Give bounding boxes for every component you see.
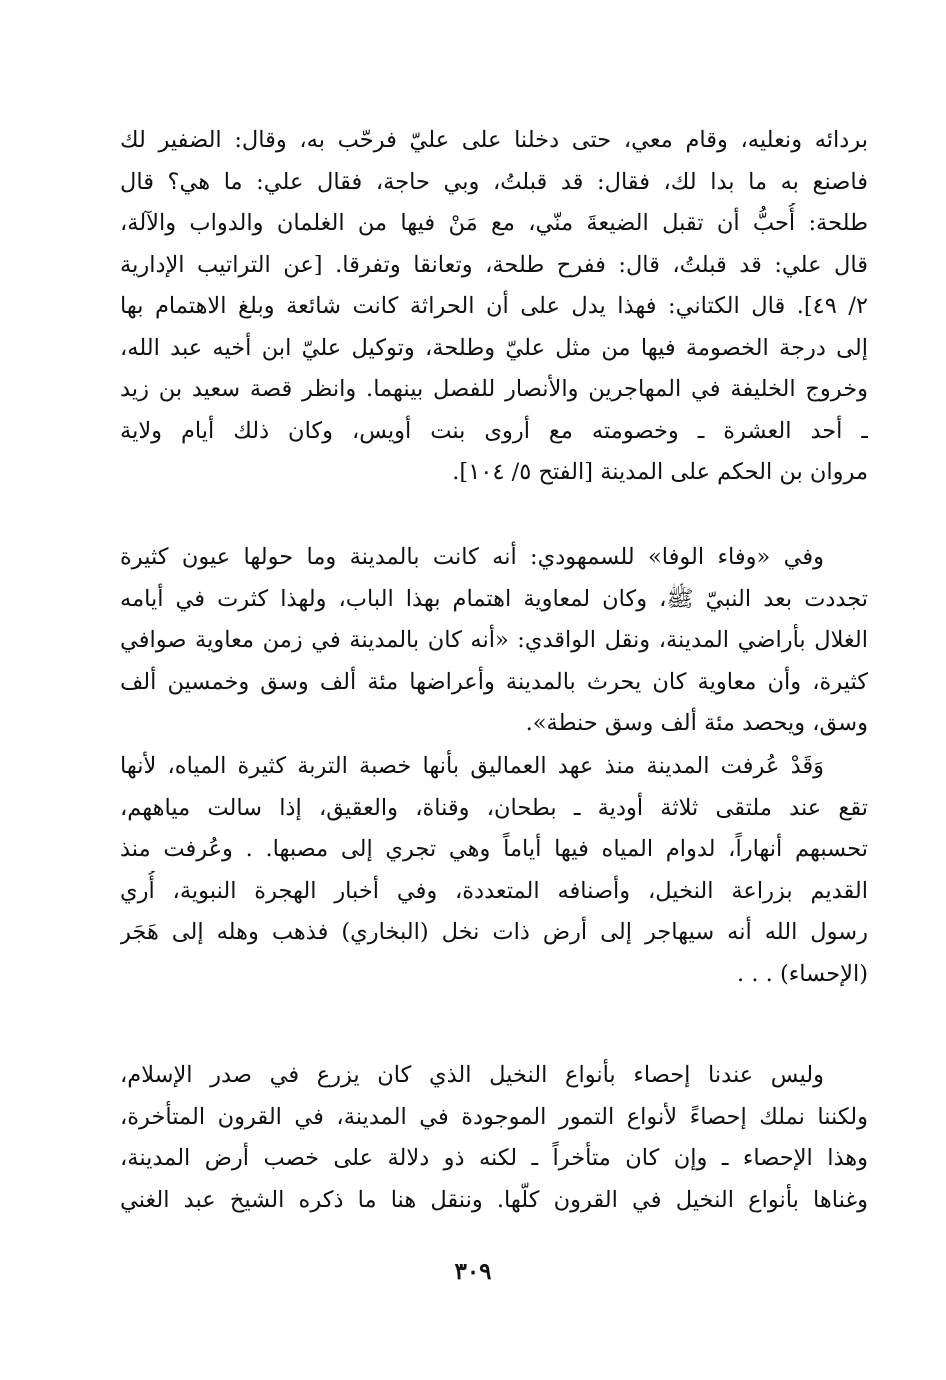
page-number: ٣٠٩	[454, 1258, 492, 1285]
text-line: وهذا الإحصاء ـ وإن كان متأخراً ـ لكنه ذو دلالة على خصب أرض المدينة،	[120, 1145, 868, 1171]
text-line: قال علي: قد قبلتُ، قال: ففرح طلحة، وتعانقا وتفرقا. [عن التراتيب الإدارية	[120, 251, 868, 278]
text-line: تحسبهم أنهاراً، لدوام المياه فيها أياماً وهي تجري إلى مصبها. . وعُرفت منذ	[120, 836, 868, 862]
paragraph-2	[120, 537, 868, 745]
paragraph-4	[120, 1055, 868, 1221]
text-line: وغناها بأنواع النخيل في القرون كلّها. وننقل هنا ما ذكره الشيخ عبد الغني	[120, 1186, 868, 1213]
text-line: وليس عندنا إحصاء بأنواع النخيل الذي كان يزرع في صدر الإسلام،	[120, 1062, 824, 1088]
text-line: وسق، ويحصد مئة ألف وسق حنطة».	[525, 710, 868, 736]
text-line: وفي «وفاء الوفا» للسمهودي: أنه كانت بالمدينة وما حولها عيون كثيرة	[120, 544, 824, 570]
text-line: القديم بزراعة النخيل، وأصنافه المتعددة، وفي أخبار الهجرة النبوية، أُري	[120, 877, 868, 904]
text-line: تقع عند ملتقى ثلاثة أودية ـ بطحان، وقناة، والعقيق، إذا سالت مياههم،	[120, 794, 868, 821]
text-line: وَقَدْ عُرفت المدينة منذ عهد العماليق بأنها خصبة التربة كثيرة المياه، لأنها	[120, 753, 824, 779]
text-line: (الإحساء) . . .	[737, 960, 868, 987]
text-line: طلحة: أُحبُّ أن تقبل الضيعةَ منّي، مع مَنْ فيها من الغلمان والدواب والآلة،	[120, 210, 868, 236]
text-line: الغلال بأراضي المدينة، ونقل الواقدي: «أنه كان بالمدينة في زمن معاوية صوافي	[120, 627, 868, 653]
text-line: بردائه ونعليه، وقام معي، حتى دخلنا على عليّ فرحّب به، وقال: الضفير لك	[120, 127, 868, 153]
text-line: مروان بن الحكم على المدينة [الفتح ٥/ ١٠٤].	[452, 459, 868, 485]
paragraph-3	[120, 746, 868, 995]
text-line: إلى درجة الخصومة فيها من مثل عليّ وطلحة، وتوكيل عليّ ابن أخيه عبد الله،	[120, 334, 868, 361]
text-line: ٢/ ٤٩]. قال الكتاني: فهذا يدل على أن الحراثة كانت شائعة وبلغ الاهتمام بها	[120, 293, 868, 319]
text-line: كثيرة، وأن معاوية كان يحرث بالمدينة وأعراضها مئة ألف وسق وخمسين ألف	[120, 668, 868, 695]
text-line: وخروج الخليفة في المهاجرين والأنصار للفصل بينهما. وانظر قصة سعيد بن زيد	[120, 376, 868, 402]
paragraph-1	[120, 120, 868, 494]
text-line: رسول الله أنه سيهاجر إلى أرض ذات نخل (البخاري) فذهب وهله إلى هَجَر	[120, 919, 868, 945]
text-line: ولكننا نملك إحصاءً لأنواع التمور الموجودة في المدينة، في القرون المتأخرة،	[120, 1103, 868, 1130]
text-line: تجددت بعد النبيّ ﷺ، وكان لمعاوية اهتمام بهذا الباب، ولهذا كثرت في أيامه	[120, 585, 868, 612]
text-line: ـ أحد العشرة ـ وخصومته مع أروى بنت أويس، وكان ذلك أيام ولاية	[120, 417, 868, 444]
text-line: فاصنع به ما بدا لك، فقال: قد قبلتُ، وبي حاجة، فقال علي: ما هي؟ قال	[120, 168, 868, 195]
